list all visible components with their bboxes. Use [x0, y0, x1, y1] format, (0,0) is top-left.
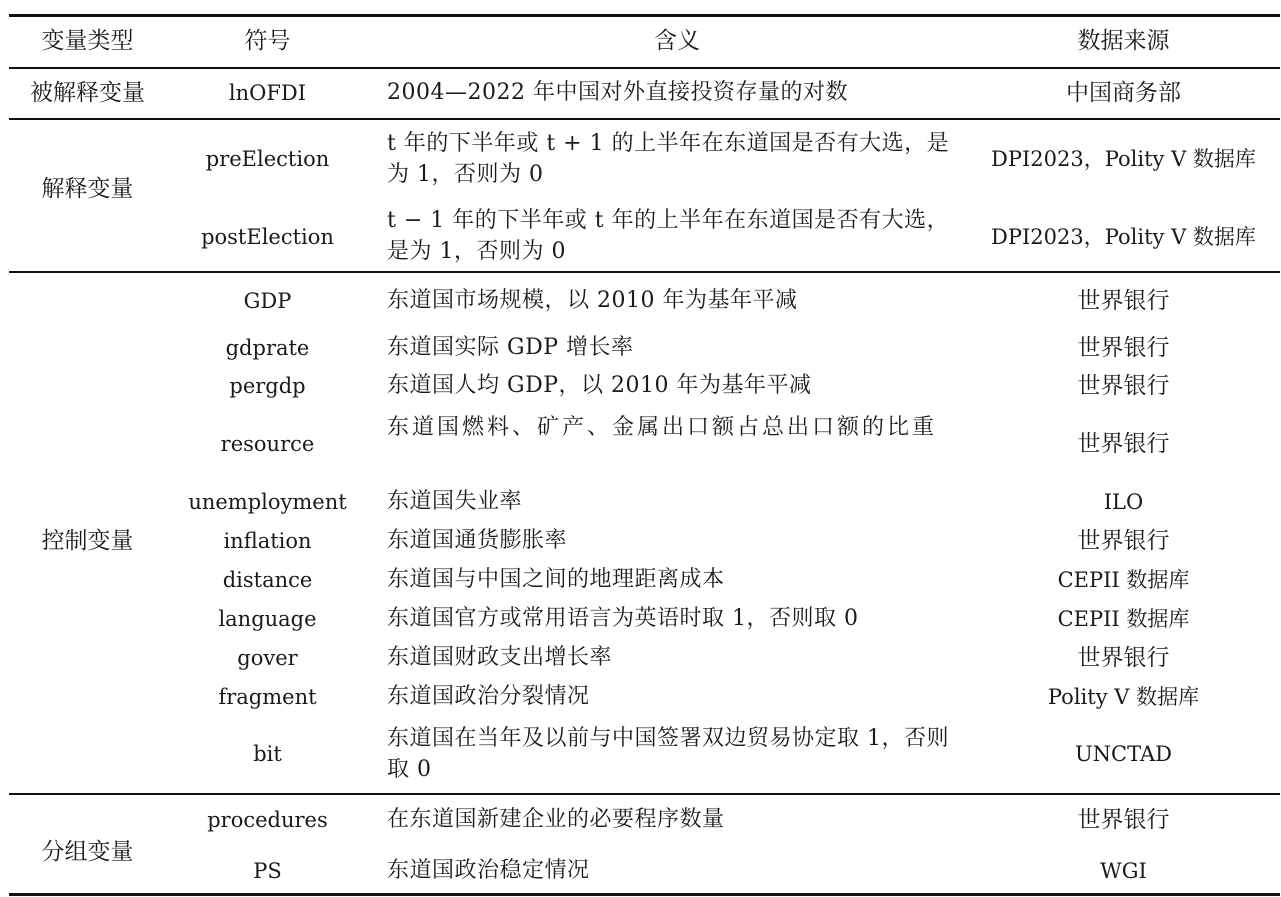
meaning-cell: t 年的下半年或 t + 1 的上半年在东道国是否有大选，是为 1，否则为 0 — [387, 131, 950, 187]
meaning-cell: 东道国政治分裂情况 — [387, 684, 590, 709]
meaning-cell: t − 1 年的下半年或 t 年的上半年在东道国是否有大选，是为 1，否则为 0 — [387, 208, 950, 264]
source-cell: DPI2023，Polity V 数据库 — [991, 225, 1256, 249]
symbol-cell: PS — [253, 859, 282, 883]
source-cell: CEPII 数据库 — [1057, 568, 1190, 592]
meaning-cell: 东道国通货膨胀率 — [387, 528, 568, 553]
symbol-cell: gdprate — [225, 336, 310, 360]
table-top-rule — [9, 14, 1280, 17]
symbol-cell: gover — [237, 646, 298, 670]
symbol-cell: fragment — [218, 685, 317, 709]
meaning-cell: 东道国在当年及以前与中国签署双边贸易协定取 1，否则取 0 — [387, 726, 949, 782]
symbol-cell: lnOFDI — [228, 81, 307, 105]
meaning-cell: 东道国人均 GDP，以 2010 年为基年平减 — [387, 373, 812, 398]
group-type-grouping: 分组变量 — [41, 839, 134, 865]
header-meaning: 含义 — [654, 28, 700, 54]
symbol-cell: pergdp — [229, 374, 306, 398]
symbol-cell: inflation — [223, 529, 312, 553]
source-cell: 中国商务部 — [1066, 80, 1181, 106]
source-cell: 世界银行 — [1077, 645, 1170, 671]
source-cell: WGI — [1100, 859, 1147, 883]
symbol-cell: procedures — [207, 808, 328, 832]
symbol-cell: language — [218, 607, 317, 631]
header-data-source: 数据来源 — [1077, 28, 1170, 54]
meaning-cell: 东道国燃料、矿产、金属出口额占总出口额的比重 — [387, 415, 938, 440]
group-rule — [9, 793, 1280, 795]
meaning-cell: 东道国政治稳定情况 — [387, 858, 590, 883]
symbol-cell: postElection — [201, 225, 334, 249]
source-cell: UNCTAD — [1074, 742, 1172, 766]
meaning-cell: 东道国市场规模，以 2010 年为基年平减 — [387, 288, 798, 313]
meaning-cell: 东道国官方或常用语言为英语时取 1，否则取 0 — [387, 606, 859, 631]
source-cell: 世界银行 — [1077, 807, 1170, 833]
symbol-cell: resource — [220, 432, 315, 456]
source-cell: ILO — [1103, 490, 1144, 514]
source-cell: 世界银行 — [1077, 335, 1170, 361]
table-bottom-rule — [9, 893, 1280, 896]
source-cell: CEPII 数据库 — [1057, 607, 1190, 631]
source-cell: Polity V 数据库 — [1047, 685, 1200, 709]
symbol-cell: unemployment — [188, 490, 347, 514]
header-rule — [9, 67, 1280, 69]
group-type-dependent: 被解释变量 — [30, 80, 145, 106]
symbol-cell: bit — [253, 742, 282, 766]
meaning-cell: 东道国实际 GDP 增长率 — [387, 335, 634, 360]
meaning-cell: 2004—2022 年中国对外直接投资存量的对数 — [387, 80, 848, 105]
source-cell: 世界银行 — [1077, 288, 1170, 314]
meaning-cell: 东道国失业率 — [387, 489, 523, 514]
source-cell: 世界银行 — [1077, 373, 1170, 399]
meaning-cell: 东道国与中国之间的地理距离成本 — [387, 567, 725, 592]
header-variable-type: 变量类型 — [41, 28, 134, 54]
symbol-cell: GDP — [243, 289, 292, 313]
header-symbol: 符号 — [244, 28, 291, 54]
group-rule — [9, 271, 1280, 273]
meaning-cell: 东道国财政支出增长率 — [387, 645, 613, 670]
source-cell: 世界银行 — [1077, 528, 1170, 554]
group-type-control: 控制变量 — [41, 528, 134, 554]
source-cell: DPI2023，Polity V 数据库 — [991, 147, 1256, 171]
group-type-explanatory: 解释变量 — [41, 176, 134, 202]
source-cell: 世界银行 — [1077, 431, 1170, 457]
group-rule — [9, 118, 1280, 120]
symbol-cell: distance — [222, 568, 313, 592]
meaning-cell: 在东道国新建企业的必要程序数量 — [387, 807, 725, 832]
symbol-cell: preElection — [205, 147, 330, 171]
